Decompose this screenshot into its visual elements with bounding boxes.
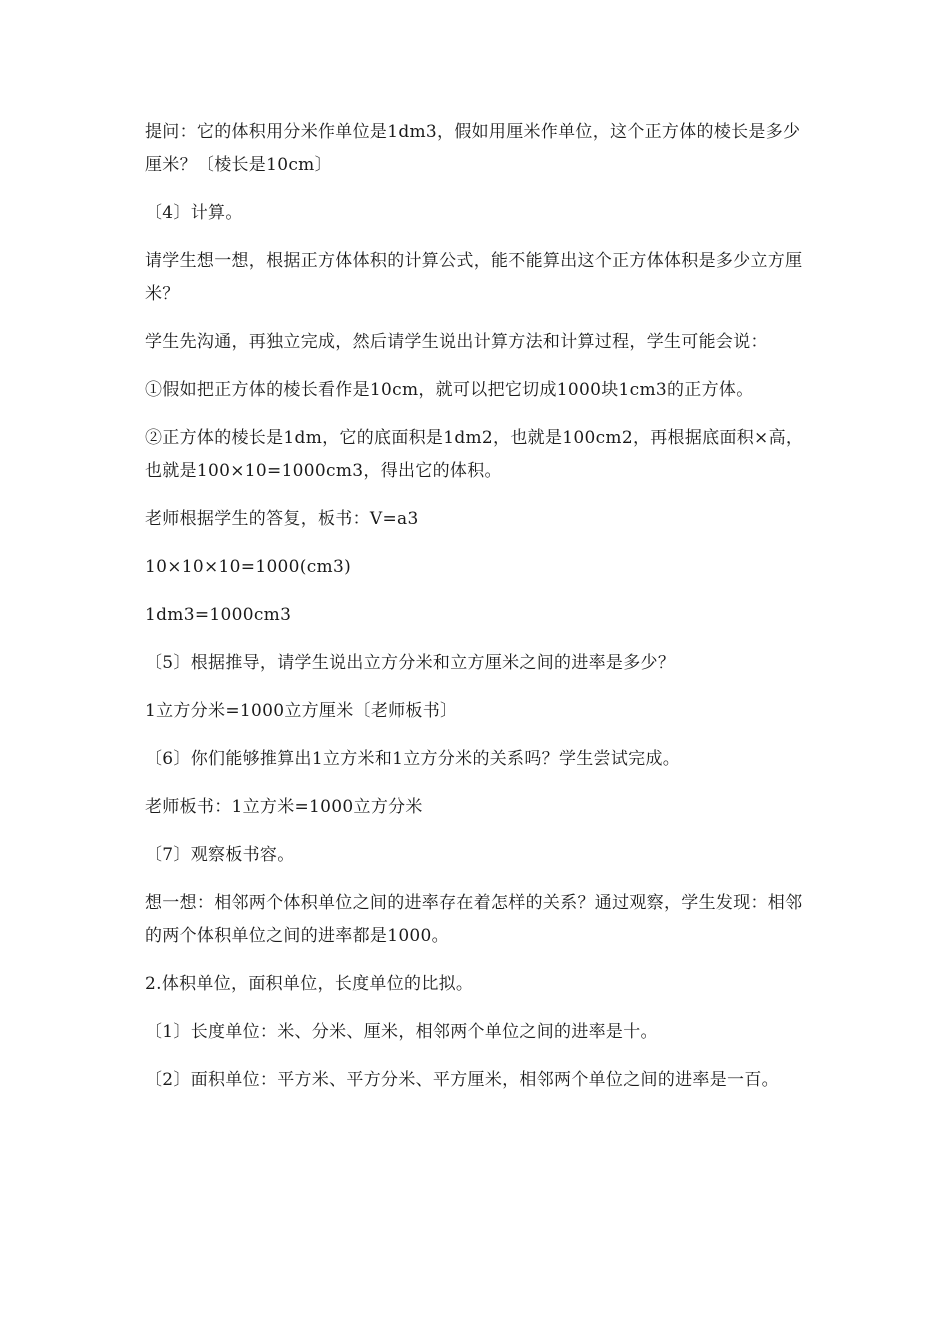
paragraph-students-discuss: 学生先沟通，再独立完成，然后请学生说出计算方法和计算过程，学生可能会说： [145,332,768,352]
paragraph-board-dm3: 1立方分米=1000立方厘米〔老师板书〕 [145,701,458,721]
document-body [145,116,810,1112]
paragraph-step-4-heading: 〔4〕计算。 [145,203,243,223]
paragraph-length-units: 〔1〕长度单位：米、分米、厘米，相邻两个单位之间的进率是十。 [145,1022,658,1042]
paragraph-step-6: 〔6〕你们能够推算出1立方米和1立方分米的关系吗？学生尝试完成。 [145,749,681,769]
paragraph-board-m3: 老师板书：1立方米=1000立方分米 [145,797,423,817]
paragraph-think-formula: 请学生想一想，根据正方体体积的计算公式，能不能算出这个正方体体积是多少立方厘米？ [145,251,803,304]
paragraph-step-5: 〔5〕根据推导，请学生说出立方分米和立方厘米之间的进率是多少？ [145,653,676,673]
paragraph-method-2: ②正方体的棱长是1dm，它的底面积是1dm2，也就是100cm2，再根据底面积×高，也就是100×10=1000cm3，得出它的体积。 [145,428,804,481]
paragraph-board-formula: 老师根据学生的答复，板书：V=a3 [145,509,419,529]
paragraph-question-edge-length: 提问：它的体积用分米作单位是1dm3，假如用厘米作单位，这个正方体的棱长是多少厘米？〔棱长是10cm〕 [145,122,801,175]
paragraph-area-units: 〔2〕面积单位：平方米、平方分米、平方厘米，相邻两个单位之间的进率是一百。 [145,1070,779,1090]
paragraph-method-1: ①假如把正方体的棱长看作是10cm，就可以把它切成1000块1cm3的正方体。 [145,380,754,400]
paragraph-section-2-heading: 2.体积单位，面积单位，长度单位的比拟。 [145,974,474,994]
paragraph-calculation: 10×10×10=1000(cm3) [145,557,352,577]
paragraph-step-7: 〔7〕观察板书容。 [145,845,295,865]
paragraph-conversion-dm3-cm3: 1dm3=1000cm3 [145,605,292,625]
paragraph-think-relation: 想一想：相邻两个体积单位之间的进率存在着怎样的关系？通过观察，学生发现：相邻的两个体积单位之间的进率都是1000。 [145,893,803,946]
